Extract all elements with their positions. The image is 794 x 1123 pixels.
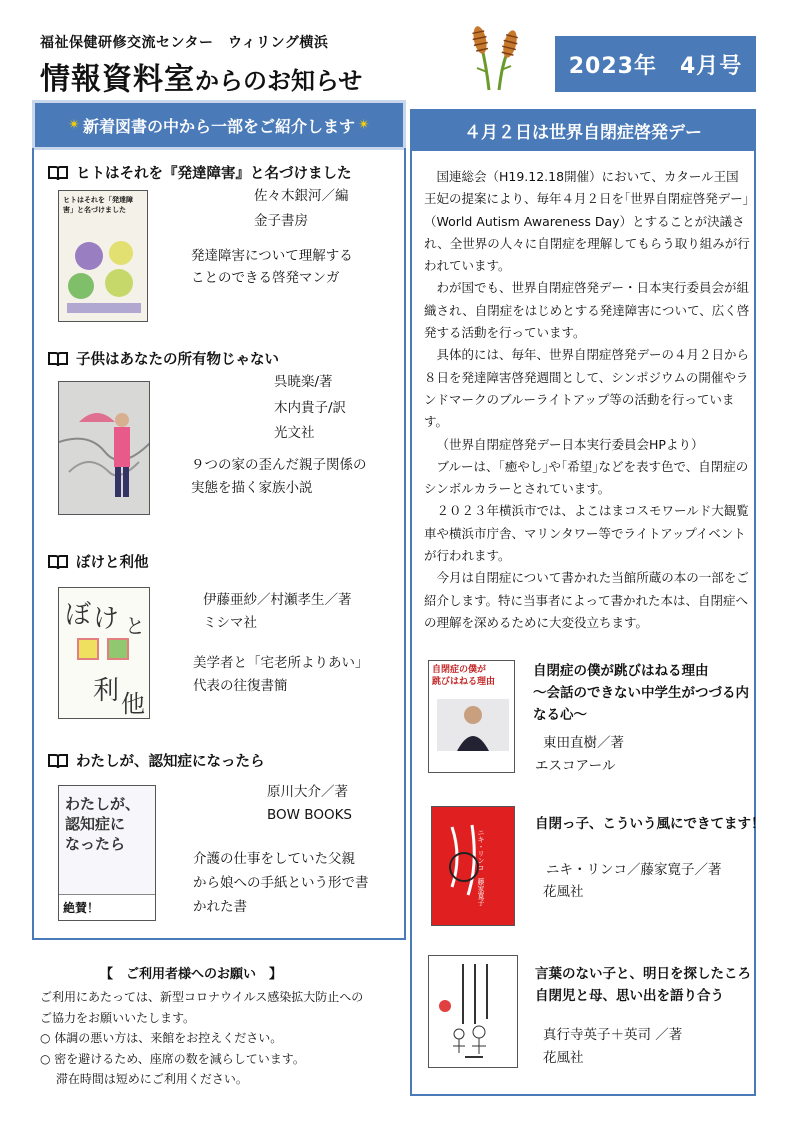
cover-square — [77, 638, 99, 660]
cover-square — [107, 638, 129, 660]
cover-band: 絶賛！ — [59, 894, 156, 920]
article-paragraph: 今月は自閉症について書かれた当館所蔵の本の一部をご紹介します。特に当事者によって書かれた本は、自閉症への理解を深めるために大変役立ちます。 — [424, 570, 749, 630]
book-cover-4 — [58, 785, 156, 921]
open-book-icon — [48, 165, 68, 181]
article-body — [424, 166, 750, 634]
book-title-text: 子供はあなたの所有物じゃない — [76, 352, 279, 368]
cover-title-line: 自閉症の僕が — [432, 665, 487, 675]
book-title-3 — [48, 551, 149, 572]
cover-illustration-icon — [432, 807, 515, 926]
right-book-author-2: ニキ・リンコ／藤家寛子／著 — [546, 862, 722, 878]
page-title — [40, 54, 362, 98]
book-publisher-4: BOW BOOKS — [267, 807, 352, 823]
notice-title: 【 ご利用者様へのお願い 】 — [100, 967, 283, 982]
article-paragraph: 国連総会（H19.12.18開催）において、カタール王国王妃の提案により、毎年４月２日を｢世界自閉症啓発デー｣（World Autism Awareness Day）とすることが決議され、全世界の人々に自閉症を理解してもらう取り組みが行われています。 — [424, 169, 750, 274]
open-book-icon — [48, 554, 68, 570]
book-title-2 — [48, 348, 279, 369]
book-desc-4c: かれた書 — [193, 899, 247, 915]
right-book-title-line: 言葉のない子と、明日を探したころ — [535, 966, 751, 982]
book-author-2: 呉暁楽/著 — [274, 374, 333, 390]
cover-title — [429, 661, 514, 691]
cover-char: と — [125, 614, 145, 638]
cover-photo-icon — [429, 695, 515, 765]
article-paragraph: 具体的には、毎年、世界自閉症啓発デーの４月２日から８日を発達障害啓発週間として、シンポジウムの開催やランドマークのブルーライトアップ等の活動を行っています。 — [424, 347, 750, 430]
right-book-cover-2 — [431, 806, 515, 926]
cover-title-line: 跳びはねる理由 — [432, 677, 496, 687]
right-book-title-line: 自閉児と母、思い出を語り合う — [535, 988, 724, 1004]
right-book-publisher-2: 花風社 — [543, 884, 584, 900]
book-desc-3b: 代表の往復書簡 — [193, 678, 288, 694]
horsetail-mascot-icon — [455, 22, 535, 92]
page-title-sub: からのお知らせ — [195, 67, 363, 95]
right-book-title-line: ～会話のできない中学生がつづる内 — [533, 685, 749, 701]
cover-char: ぼ — [65, 600, 92, 630]
cover-char: け — [93, 604, 120, 634]
book-desc-4a: 介護の仕事をしていた父親 — [193, 851, 355, 867]
book-translator-2: 木内貴子/訳 — [274, 400, 347, 416]
book-desc-2b: 実態を描く家族小説 — [191, 480, 313, 496]
notice-line: ご利用にあたっては、新型コロナウイルス感染拡大防止への — [40, 990, 364, 1004]
right-book-title-3 — [535, 963, 751, 1007]
cover-illustration-icon — [59, 231, 148, 321]
right-book-publisher-3: 花風社 — [543, 1050, 584, 1066]
cover-char: 他 — [121, 690, 145, 718]
book-publisher-1: 金子書房 — [254, 213, 308, 229]
right-book-author-3: 真行寺英子＋英司 ／著 — [543, 1027, 683, 1043]
right-book-author-1: 東田直樹／著 — [543, 735, 624, 751]
article-paragraph: ブルーは、｢癒やし｣や｢希望｣などを表す色で、自閉症のシンボルカラーとされています。 — [424, 458, 749, 497]
book-desc-3a: 美学者と「宅老所よりあい」 — [193, 655, 369, 671]
open-book-icon — [48, 351, 68, 367]
cover-char: 利 — [93, 676, 120, 706]
right-book-title-line: 自閉症の僕が跳びはねる理由 — [533, 663, 709, 679]
org-name: 福祉保健研修交流センター ウィリング横浜 — [40, 35, 329, 51]
cover-illustration-icon — [429, 956, 518, 1068]
right-book-title-line: なる心～ — [533, 707, 587, 723]
book-title-text: わたしが、認知症になったら — [76, 754, 265, 770]
issue-badge: 2023年 4月号 — [555, 36, 756, 92]
book-title-text: ぼけと利他 — [76, 555, 149, 571]
book-title-4 — [48, 750, 265, 771]
notice-line: 滞在時間は短めにご利用ください。 — [40, 1072, 248, 1086]
book-cover-3 — [58, 587, 150, 719]
right-book-publisher-1: エスコアール — [535, 758, 616, 774]
left-section-title: 新着図書の中から一部をご紹介します — [82, 116, 355, 136]
book-author-4: 原川大介／著 — [267, 784, 348, 800]
article-paragraph: （世界自閉症啓発デー日本実行委員会HPより） — [436, 436, 704, 452]
left-section-header — [32, 100, 406, 150]
notice-body — [40, 987, 363, 1090]
book-publisher-2: 光文社 — [274, 425, 315, 441]
book-desc-1a: 発達障害について理解する — [191, 248, 353, 264]
notice-line: ○ 密を避けるため、座席の数を減らしています。 — [40, 1051, 305, 1066]
cover-author: ニキ・リンコ 藤家寛子 — [477, 829, 485, 906]
book-cover-2 — [58, 381, 150, 515]
book-desc-1b: ことのできる啓発マンガ — [191, 270, 340, 286]
book-desc-2a: ９つの家の歪んだ親子関係の — [191, 457, 367, 473]
right-book-title-line: 自閉っ子、こういう風にできてます！ — [535, 816, 765, 832]
sparkle-icon: ✴ — [358, 117, 370, 133]
book-author-3: 伊藤亜紗／村瀬孝生／著 — [203, 592, 352, 608]
cover-title-line: なったら — [65, 835, 126, 853]
book-publisher-3: ミシマ社 — [203, 615, 257, 631]
right-book-cover-3 — [428, 955, 518, 1068]
cover-photo-icon — [59, 382, 150, 515]
sparkle-icon: ✴ — [68, 117, 80, 133]
right-section-header: ４月２日は世界自閉症啓発デー — [410, 109, 756, 151]
book-cover-1 — [58, 190, 148, 322]
book-author-1: 佐々木銀河／編 — [254, 188, 349, 204]
cover-title-line: わたしが、 — [65, 795, 141, 813]
book-title-text: ヒトはそれを『発達障害』と名づけました — [76, 166, 352, 182]
open-book-icon — [48, 753, 68, 769]
book-desc-4b: から娘への手紙という形で書 — [193, 875, 369, 891]
article-paragraph: わが国でも、世界自閉症啓発デー・日本実行委員会が組織され、自閉症をはじめとする発達障害について、広く啓発する活動を行っています。 — [424, 280, 750, 341]
notice-line: ご協力をお願いいたします。 — [40, 1010, 196, 1025]
article-paragraph: ２０２３年横浜市では、よこはまコスモワールド大観覧車や横浜市庁舎、マリンタワー等でライトアップイベントが行われます。 — [424, 503, 749, 564]
cover-title: ヒトはそれを「発達障害」と名づけました — [63, 196, 133, 214]
page-title-main: 情報資料室 — [40, 62, 195, 97]
right-book-cover-1 — [428, 660, 515, 773]
cover-title-line: 認知症に — [65, 815, 126, 833]
cover-title — [65, 794, 140, 854]
notice-line: ○ 体調の悪い方は、来館をお控えください。 — [40, 1031, 283, 1045]
right-book-title-2 — [535, 813, 765, 835]
book-title-1 — [48, 162, 352, 183]
right-book-title-1 — [533, 660, 749, 726]
